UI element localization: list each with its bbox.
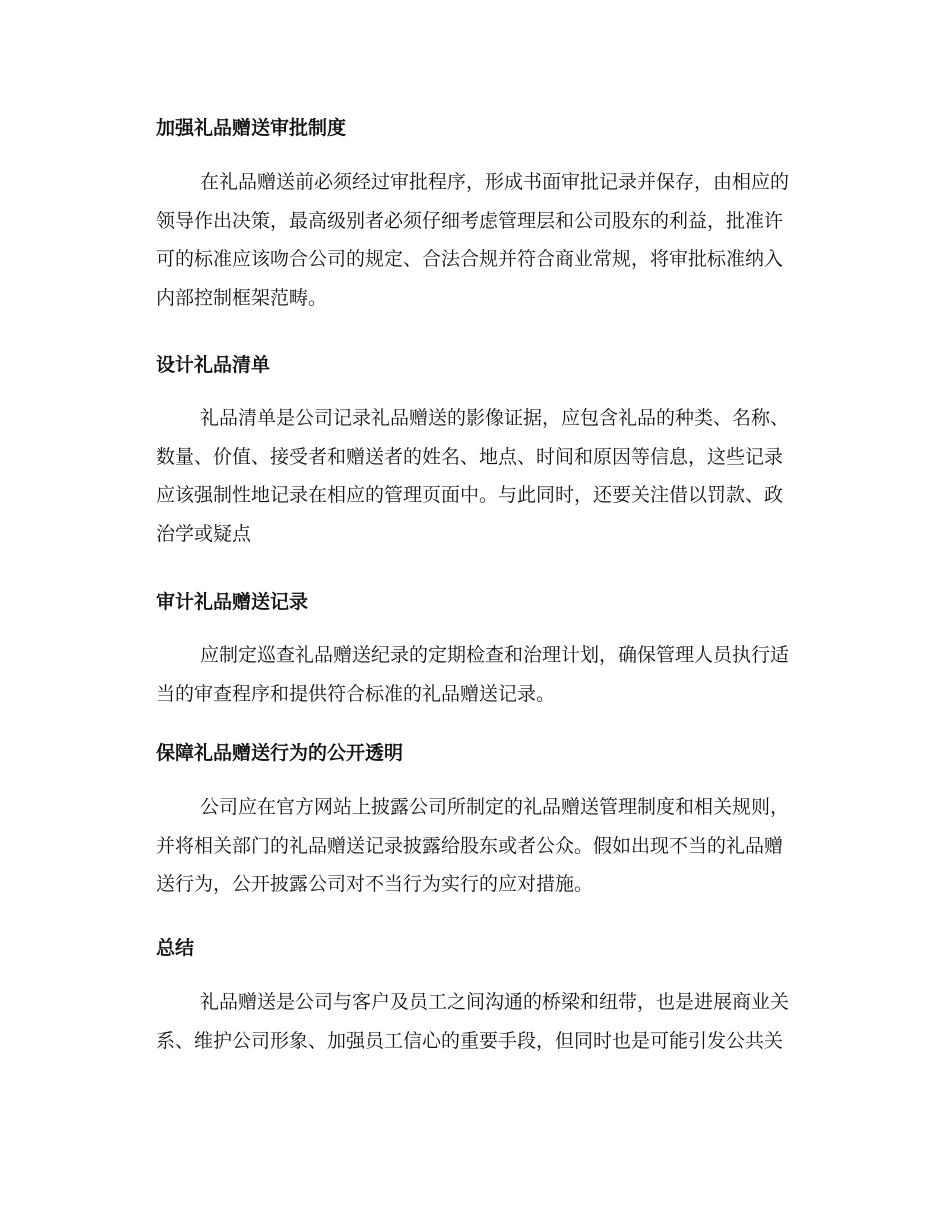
section-paragraph [112,399,830,553]
paragraph-line: 内部控制框架范畴。 [156,286,328,309]
section-paragraph [112,983,830,1060]
paragraph-line: 礼品赠送是公司与客户及员工之间沟通的桥梁和纽带，也是进展商业关 [200,991,790,1013]
paragraph-line: 公司应在官方网站上披露公司所制定的礼品赠送管理制度和相关规则， [200,796,790,818]
section-heading: 总结 [156,937,195,959]
paragraph-line: 礼品清单是公司记录礼品赠送的影像证据，应包含礼品的种类、名称、 [200,407,790,429]
paragraph-line: 应制定巡查礼品赠送纪录的定期检查和治理计划，确保管理人员执行适 [200,644,790,666]
paragraph-line: 并将相关部门的礼品赠送记录披露给股东或者公众。假如出现不当的礼品赠 [156,834,784,857]
section-paragraph [112,788,830,904]
section-heading: 加强礼品赠送审批制度 [156,117,347,139]
paragraph-line: 领导作出决策，最高级别者必须仔细考虑管理层和公司股东的利益，批准许 [156,209,784,232]
section-paragraph [112,636,830,713]
section-heading: 保障礼品赠送行为的公开透明 [156,742,404,764]
section-paragraph [112,163,830,317]
paragraph-line: 送行为，公开披露公司对不当行为实行的应对措施。 [156,873,594,895]
paragraph-line: 治学或疑点 [156,522,252,545]
paragraph-line: 系、维护公司形象、加强员工信心的重要手段，但同时也是可能引发公共关 [156,1029,784,1052]
paragraph-line: 可的标准应该吻合公司的规定、合法合规并符合商业常规，将审批标准纳入 [156,248,784,270]
paragraph-line: 当的审查程序和提供符合标准的礼品赠送记录。 [156,682,556,705]
paragraph-line: 应该强制性地记录在相应的管理页面中。与此同时，还要关注借以罚款、政 [156,484,784,506]
paragraph-line: 数量、价值、接受者和赠送者的姓名、地点、时间和原因等信息，这些记录 [156,445,784,468]
paragraph-line: 在礼品赠送前必须经过审批程序，形成书面审批记录并保存，由相应的 [200,171,790,193]
section-heading: 设计礼品清单 [156,354,271,376]
section-heading: 审计礼品赠送记录 [156,591,309,613]
